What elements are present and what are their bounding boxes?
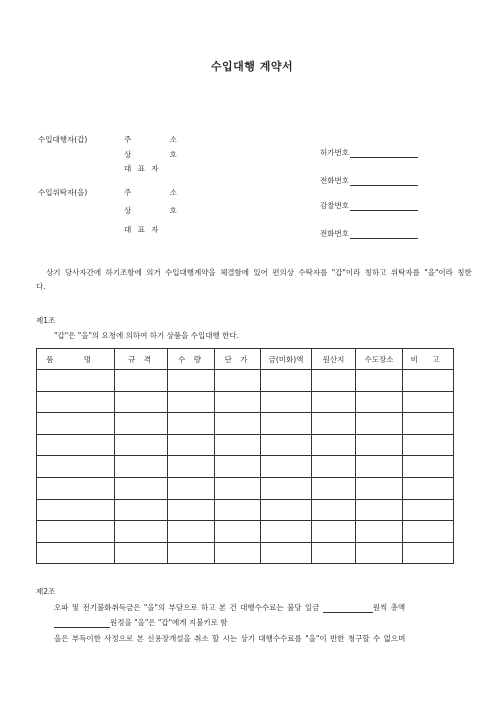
table-cell — [168, 370, 215, 392]
table-cell — [215, 499, 261, 521]
table-cell — [356, 456, 403, 478]
permit-number-label: 허가번호 — [320, 148, 349, 157]
table-row — [37, 521, 454, 543]
party-a-company-label: 상 호 — [124, 150, 195, 159]
table-cell — [215, 434, 261, 456]
article-2-line-1-text: 오파 및 전기불화취득금은 "을"의 부담으로 하고 본 건 대행수수료는 불당 일금 — [54, 603, 320, 612]
table-row — [37, 391, 454, 413]
party-a-label: 수입대행자(갑) — [38, 135, 88, 144]
table-cell — [115, 521, 168, 543]
article-2-line-2-text: 원정을 "을"은 "갑"에게 지불키로 함 — [110, 618, 228, 627]
audit-number-label: 감찰번호 — [320, 201, 349, 210]
party-b-phone-label: 전화번호 — [320, 229, 349, 238]
goods-table — [36, 348, 454, 564]
table-cell — [37, 370, 115, 392]
header-quantity: 수 량 — [168, 349, 215, 370]
table-cell — [261, 477, 312, 499]
header-amount-usd: 금(미화)액 — [261, 349, 312, 370]
table-cell — [312, 499, 356, 521]
table-cell — [37, 456, 115, 478]
table-header-row — [37, 349, 454, 370]
table-cell — [115, 370, 168, 392]
table-cell — [356, 499, 403, 521]
article-2-line-3: 을은 부득이한 사정으로 본 신용장개설을 취소 할 시는 상기 대행수수료를 "을"이 반한 청구할 수 없으며 — [54, 634, 406, 643]
header-origin: 원산지 — [312, 349, 356, 370]
table-cell — [115, 456, 168, 478]
table-cell — [261, 456, 312, 478]
article-2-line-2 — [54, 618, 228, 628]
table-row — [37, 542, 454, 564]
table-cell — [115, 391, 168, 413]
table-cell — [37, 542, 115, 564]
table-cell — [312, 413, 356, 435]
audit-number-line — [350, 210, 418, 211]
table-cell — [356, 434, 403, 456]
table-cell — [215, 456, 261, 478]
table-row — [37, 456, 454, 478]
table-cell — [403, 521, 454, 543]
table-cell — [37, 477, 115, 499]
table-cell — [168, 499, 215, 521]
table-cell — [37, 499, 115, 521]
permit-number-line — [350, 157, 418, 158]
table-cell — [115, 434, 168, 456]
table-cell — [356, 370, 403, 392]
table-cell — [115, 413, 168, 435]
article-2-heading: 제2조 — [36, 587, 56, 596]
table-cell — [168, 521, 215, 543]
article-2-line-1 — [54, 603, 405, 613]
article-1-heading: 제1조 — [36, 316, 56, 325]
table-cell — [403, 413, 454, 435]
table-cell — [37, 521, 115, 543]
table-cell — [215, 370, 261, 392]
article-1-text: "갑"은 "을"의 요청에 의하여 하기 상품을 수입대행 한다. — [54, 331, 240, 340]
table-cell — [168, 456, 215, 478]
article-2-line-1-suffix: 원씩 총액 — [372, 603, 406, 612]
table-cell — [115, 499, 168, 521]
table-cell — [168, 391, 215, 413]
table-cell — [261, 542, 312, 564]
total-amount-blank — [54, 627, 110, 628]
table-cell — [261, 413, 312, 435]
header-remarks: 비 고 — [403, 349, 454, 370]
table-cell — [312, 370, 356, 392]
table-cell — [261, 370, 312, 392]
table-cell — [261, 434, 312, 456]
table-cell — [261, 521, 312, 543]
intro-paragraph: 상기 당사자간에 하기조항에 의거 수입대행계약을 체결함에 있어 편의상 수탁자를 "갑"이라 칭하고 위탁자를 "을"이라 칭한다. — [36, 268, 472, 291]
table-cell — [356, 477, 403, 499]
party-b-label: 수입위탁자(을) — [38, 188, 88, 197]
table-cell — [168, 413, 215, 435]
table-cell — [215, 391, 261, 413]
table-cell — [168, 542, 215, 564]
party-a-address-label: 주 소 — [124, 135, 195, 144]
table-cell — [215, 542, 261, 564]
table-cell — [403, 456, 454, 478]
party-a-phone-line — [350, 185, 418, 186]
fee-per-unit-blank — [323, 612, 373, 613]
table-cell — [312, 477, 356, 499]
header-item-name: 품 명 — [37, 349, 115, 370]
table-row — [37, 370, 454, 392]
table-cell — [115, 542, 168, 564]
table-cell — [261, 391, 312, 413]
table-row — [37, 477, 454, 499]
table-row — [37, 413, 454, 435]
table-cell — [168, 434, 215, 456]
party-b-representative-label: 대 표 자 — [124, 225, 161, 234]
table-cell — [37, 434, 115, 456]
table-cell — [356, 521, 403, 543]
party-b-company-label: 상 호 — [124, 206, 195, 215]
table-cell — [115, 477, 168, 499]
document-title: 수입대행 계약서 — [210, 60, 294, 73]
table-cell — [312, 521, 356, 543]
table-cell — [168, 477, 215, 499]
table-row — [37, 434, 454, 456]
table-cell — [215, 477, 261, 499]
table-cell — [215, 521, 261, 543]
party-b-address-label: 주 소 — [124, 188, 195, 197]
table-cell — [403, 477, 454, 499]
table-cell — [356, 391, 403, 413]
table-cell — [403, 434, 454, 456]
table-cell — [215, 413, 261, 435]
table-cell — [261, 499, 312, 521]
table-cell — [356, 542, 403, 564]
table-row — [37, 499, 454, 521]
table-cell — [312, 542, 356, 564]
table-cell — [312, 434, 356, 456]
party-a-representative-label: 대 표 자 — [124, 164, 161, 173]
table-cell — [312, 456, 356, 478]
table-cell — [403, 391, 454, 413]
header-delivery-place: 수도장소 — [356, 349, 403, 370]
table-cell — [37, 413, 115, 435]
table-cell — [37, 391, 115, 413]
table-cell — [312, 391, 356, 413]
header-spec: 규 격 — [115, 349, 168, 370]
table-cell — [403, 499, 454, 521]
party-a-phone-label: 전화번호 — [320, 176, 349, 185]
header-unit-price: 단 가 — [215, 349, 261, 370]
party-b-phone-line — [350, 238, 418, 239]
table-cell — [356, 413, 403, 435]
table-cell — [403, 542, 454, 564]
table-cell — [403, 370, 454, 392]
